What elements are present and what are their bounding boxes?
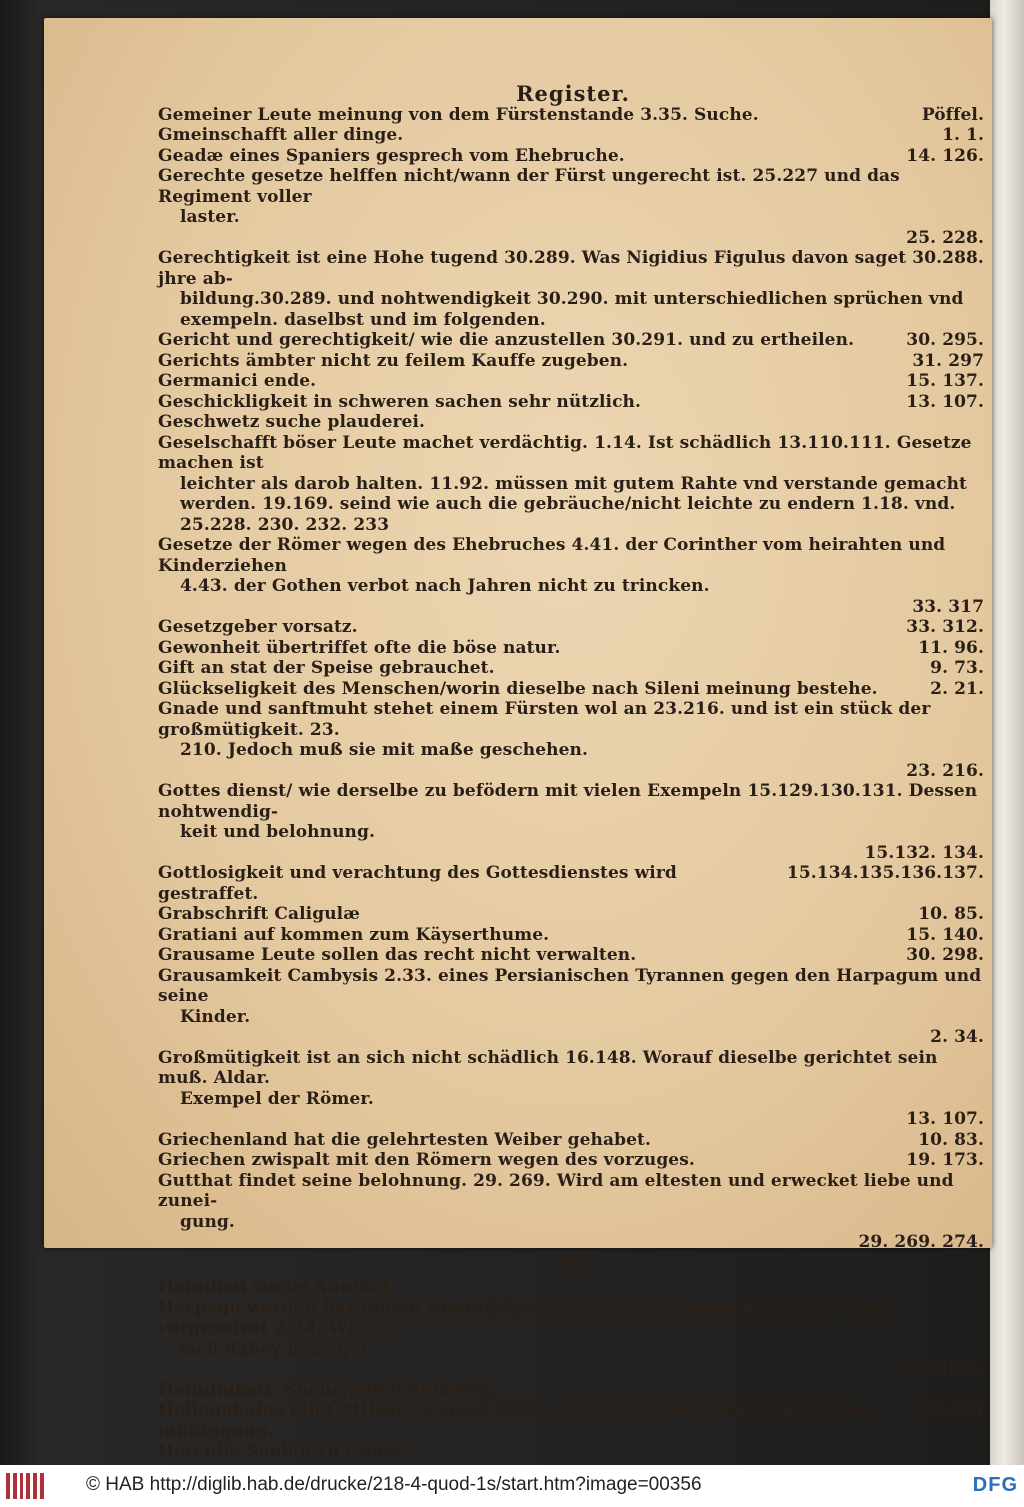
register-entry [158, 330, 988, 351]
entry-text: Gewonheit übertriffet ofte die böse natur. [158, 637, 561, 658]
register-entry [158, 1150, 988, 1171]
register-entry [158, 925, 988, 946]
entry-reference: 33. 312. [906, 617, 984, 637]
entry-reference: 14. 126. [906, 145, 984, 166]
entry-continuation: leichter als darob halten. 11.92. müssen mit gutem Rahte vnd verstande gemacht werden. 19.169. seind wie auch die gebräuche/nicht leichte zu endern 1.18. vnd. 25.228. 230. 232. 233 [180, 473, 968, 535]
entry-text: Gerechtigkeit ist eine Hohe tugend 30.289. Was Nigidius Figulus davon saget 30.288. jhre ab- [158, 248, 984, 289]
entry-text: Gmeinschafft aller dinge. [158, 125, 404, 145]
entry-reference: 30. 298. [906, 945, 984, 965]
hab-logo-icon [6, 1472, 44, 1500]
register-entry [158, 535, 988, 617]
next-page-edge [990, 0, 1024, 1465]
dfg-logo: DFG [972, 1474, 1018, 1496]
entry-continuation-reference: 33. 317 [912, 596, 984, 617]
register-entry [158, 248, 988, 330]
entry-text: Heimligkeit. Suche/geheimnüssen. [158, 1379, 494, 1400]
entry-text: Heliogabalus ein Gottlöser Käyser 10.85. Was er zu thun befohlen vor den müßiggang. [158, 1400, 872, 1441]
entry-text: Geselschafft böser Leute machet verdächtig. 1.14. Ist schädlich 13.110.111. Gesetze machen ist [158, 432, 972, 473]
entry-text: Gericht und gerechtigkeit/ wie die anzustellen 30.291. und zu ertheilen. [158, 330, 855, 350]
entry-continuation-reference: 25. 228. [906, 227, 984, 248]
entry-text: Grabschrift Caligulæ [158, 904, 360, 924]
entry-reference: 19. 173. [906, 1150, 984, 1170]
register-entry [158, 1130, 988, 1151]
entry-continuation: Exempel der Römer. [180, 1088, 374, 1109]
entry-continuation-reference: daselbst. [898, 1359, 984, 1379]
entry-text: Griechen zwispalt mit den Römern wegen des vorzuges. [158, 1150, 695, 1170]
register-entry [158, 1298, 988, 1380]
register-entry [158, 1380, 988, 1401]
section-letter: H. [556, 1249, 590, 1280]
register-entry [158, 617, 988, 638]
entry-continuation: laster. [180, 207, 240, 227]
entry-reference: 11. 96. [918, 637, 984, 658]
entry-text: Gottes dienst/ wie derselbe zu befödern mit vielen Exempeln 15.129.130.131. Dessen nohtwendig- [158, 781, 978, 822]
entry-text: Geadæ eines Spaniers gesprech vom Ehebruche. [158, 145, 625, 166]
register-entry [158, 1441, 988, 1462]
register-entry [158, 1048, 988, 1130]
viewer-footer [0, 1465, 1024, 1507]
entry-text: Gerechte gesetze helffen nicht/wann der Fürst ungerecht ist. 25.227 und das Regiment voller [158, 166, 900, 207]
entry-continuation: sich dabey bezeiget. [180, 1338, 375, 1359]
register-entries-h [158, 1277, 988, 1462]
entry-text: Gesetze der Römer wegen des Ehebruches 4.41. der Corinther vom heirahten und Kinderziehen [158, 535, 946, 576]
register-entry [158, 105, 988, 126]
register-entry [158, 1277, 988, 1298]
entry-text: Gift an stat der Speise gebrauchet. [158, 658, 495, 678]
entry-text: Geschwetz suche plauderei. [158, 412, 426, 432]
page-content [158, 81, 988, 1504]
entry-text: Gottlosigkeit und verachtung des Gottesdienstes wird gestraffet. [158, 863, 677, 904]
entry-reference: 9. 73. [930, 658, 984, 678]
register-entries-g [158, 105, 988, 1253]
register-entry [158, 781, 988, 863]
register-entry [158, 146, 988, 167]
entry-reference: 15. 140. [906, 924, 984, 945]
entry-text: Glückseligkeit des Menschen/worin dieselbe nach Sileni meinung bestehe. [158, 678, 878, 699]
entry-reference: 15.134.135.136.137. [786, 863, 984, 883]
entry-continuation-reference: 15.132. 134. [864, 842, 984, 863]
entry-reference: 1. 1. [942, 125, 984, 145]
entry-continuation-reference: 23. 216. [906, 760, 984, 781]
register-entry [158, 699, 988, 781]
entry-reference: 13. 107. [906, 391, 984, 412]
entry-continuation: Kinder. [180, 1006, 251, 1027]
entry-reference: Pöffel. [921, 104, 984, 125]
register-entry [158, 679, 988, 700]
entry-text: Gesetzgeber vorsatz. [158, 617, 358, 637]
entry-text: Gemeiner Leute meinung von dem Fürstenstande 3.35. Suche. [158, 104, 759, 125]
entry-text: Grausame Leute sollen das recht nicht verwalten. [158, 945, 637, 965]
entry-text: Gnade und sanftmuht stehet einem Fürsten wol an 23.216. und ist ein stück der großmütigkeit. 23. [158, 699, 931, 740]
entry-continuation: gung. [180, 1211, 235, 1232]
entry-continuation-reference: 2. 34. [930, 1027, 984, 1047]
entry-reference: 15. 137. [906, 371, 984, 391]
entry-continuation: 210. Jedoch muß sie mit maße geschehen. [180, 740, 589, 760]
register-entry [158, 412, 988, 433]
entry-reference: 31. 297 [912, 350, 984, 371]
entry-text: Germanici ende. [158, 371, 317, 391]
register-entry [158, 351, 988, 372]
register-entry [158, 1171, 988, 1253]
entry-text: Gerichts ämbter nicht zu feilem Kauffe zugeben. [158, 350, 629, 371]
book-page [44, 18, 992, 1461]
entry-continuation-reference: 29. 269. 274. [858, 1232, 984, 1252]
entry-text: Grausamkeit Cambysis 2.33. eines Persianischen Tyrannen gegen den Harpagum und seine [158, 965, 982, 1006]
copyright-link[interactable]: © HAB http://diglib.hab.de/drucke/218-4-quod-1s/start.htm?image=00356 [86, 1474, 702, 1495]
register-entry [158, 371, 988, 392]
register-entry [158, 966, 988, 1048]
register-entry [158, 125, 988, 146]
entry-text: Gutthat findet seine belohnung. 29. 269. Wird am eltesten und erwecket liebe und zunei- [158, 1170, 954, 1211]
register-entry [158, 1400, 988, 1441]
entry-reference: 30. 295. [906, 330, 984, 350]
page-header: Register. [516, 81, 630, 106]
entry-text: Geschickligkeit in schweren sachen sehr nützlich. [158, 391, 642, 412]
register-entry [158, 863, 988, 904]
register-entry [158, 433, 988, 536]
entry-reference: 2. 21. [930, 678, 984, 699]
entry-text: Großmütigkeit ist an sich nicht schädlich 16.148. Worauf dieselbe gerichtet sein muß. Aldar. [158, 1047, 938, 1088]
entry-reference: 17.155 [918, 1400, 984, 1420]
entry-text: Hannibal suche Annibal. [158, 1277, 395, 1297]
entry-continuation: 4.43. der Gothen verbot nach Jahren nicht zu trincken. [180, 576, 710, 596]
entry-reference: 10. 83. [918, 1129, 984, 1150]
entry-text: Harpago werden bey einem Königlichen Mahle seine eigene Kinder zu essen vorgesetzet 2.34. Wie er [158, 1297, 896, 1338]
entry-text: Griechenland hat die gelehrtesten Weiber gehabet. [158, 1129, 651, 1150]
register-entry [158, 638, 988, 659]
entry-text: Herculis Seulen zu Gades. [158, 1441, 411, 1461]
entry-text: Gratiani auf kommen zum Käyserthume. [158, 924, 550, 945]
register-entry [158, 392, 988, 413]
entry-continuation: bildung.30.289. und nohtwendigkeit 30.290. mit unterschiedlichen sprüchen vnd exempeln. daselbst und im folgenden. [180, 289, 964, 330]
entry-reference: 10. 85. [918, 904, 984, 924]
entry-continuation: keit und belohnung. [180, 822, 375, 842]
register-entry [158, 945, 988, 966]
register-entry [158, 658, 988, 679]
entry-continuation-reference: 13. 107. [906, 1109, 984, 1129]
register-entry [158, 904, 988, 925]
register-entry [158, 166, 988, 248]
